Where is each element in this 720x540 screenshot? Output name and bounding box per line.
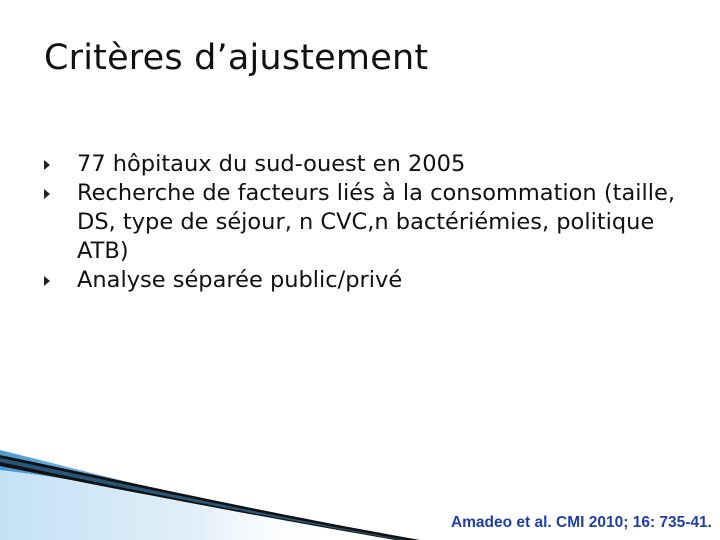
bullet-text: Analyse séparée public/privé — [77, 267, 403, 293]
slide-title: Critères d’ajustement — [44, 38, 429, 78]
bullet-text: 77 hôpitaux du sud-ouest en 2005 — [77, 151, 466, 177]
citation: Amadeo et al. CMI 2010; 16: 735-41. — [450, 514, 712, 531]
bullet-text: Recherche de facteurs liés à la consommation (taille, DS, type de séjour, n CVC,n bactériémies, politique ATB) — [77, 180, 675, 264]
